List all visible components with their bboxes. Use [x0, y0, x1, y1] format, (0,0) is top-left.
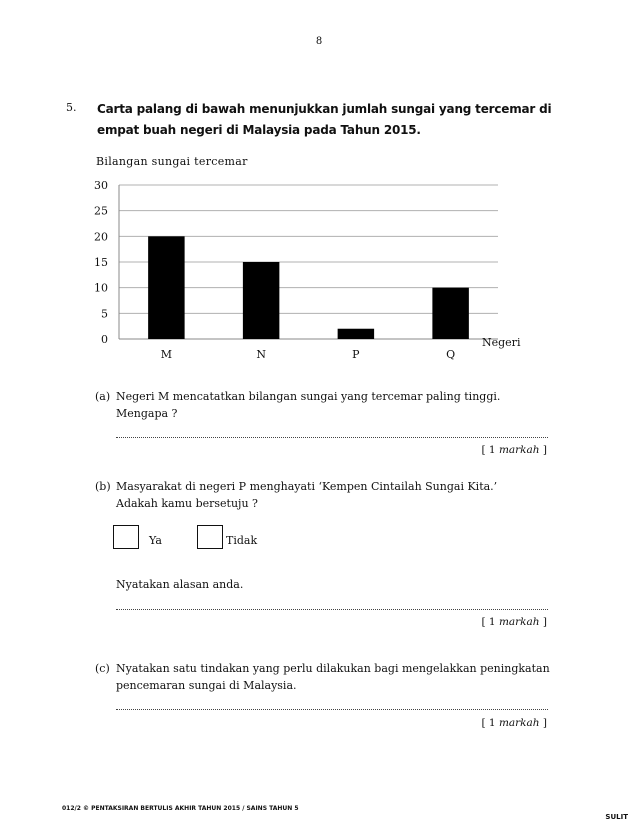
part-b-answer-line[interactable] [116, 609, 548, 610]
part-c-question [116, 660, 556, 694]
part-a-line-2: Mengapa ? [116, 407, 178, 420]
part-c-tag: (c) [95, 662, 110, 675]
x-tick-label: N [256, 348, 266, 361]
bar-n [243, 262, 279, 339]
part-b-line-2: Adakah kamu bersetuju ? [116, 497, 258, 510]
question-number: 5. [66, 101, 77, 114]
y-tick-label: 15 [94, 256, 108, 269]
page-number: 8 [315, 36, 323, 47]
part-a-question [116, 388, 556, 422]
part-b-marks: [ 1 markah ] [481, 616, 547, 628]
part-b-tag: (b) [95, 480, 111, 493]
part-c-answer-line[interactable] [116, 709, 548, 710]
option-no-label: Tidak [226, 534, 258, 547]
footer-text: 012/2 © PENTAKSIRAN BERTULIS AKHIR TAHUN 2015 / SAINS TAHUN 5 [62, 805, 299, 812]
x-tick-label: M [160, 348, 173, 361]
x-tick-label: Q [446, 348, 456, 361]
part-a-tag: (a) [95, 390, 111, 403]
part-b-reason-prompt: Nyatakan alasan anda. [116, 578, 244, 591]
chart-x-axis-label: Negeri [482, 336, 521, 349]
option-no-checkbox[interactable] [197, 525, 223, 549]
part-a-answer-line[interactable] [116, 437, 548, 438]
question-text: Carta palang di bawah menunjukkan jumlah sungai yang tercemar di empat buah negeri di Malaysia pada Tahun 2015. [97, 102, 552, 137]
bar-chart [80, 175, 500, 365]
part-c-line-1: Nyatakan satu tindakan yang perlu dilakukan bagi mengelakkan peningkatan [116, 662, 550, 675]
part-b-question [116, 478, 556, 512]
chart-y-axis-label: Bilangan sungai tercemar [96, 155, 248, 168]
option-yes-label: Ya [149, 534, 162, 547]
part-a-marks: [ 1 markah ] [481, 444, 547, 456]
part-c-marks: [ 1 markah ] [481, 717, 547, 729]
y-tick-label: 20 [94, 230, 108, 244]
option-yes-checkbox[interactable] [113, 525, 139, 549]
part-a-line-1: Negeri M mencatatkan bilangan sungai yang tercemar paling tinggi. [116, 390, 501, 403]
sulit-label: SULIT [605, 813, 628, 821]
x-tick-label: P [352, 348, 360, 361]
bar-p [338, 329, 374, 339]
y-tick-label: 30 [94, 179, 108, 192]
y-tick-label: 25 [94, 204, 108, 218]
part-b-line-1: Masyarakat di negeri P menghayati ‘Kempen Cintailah Sungai Kita.’ [116, 480, 498, 493]
part-c-line-2: pencemaran sungai di Malaysia. [116, 679, 297, 692]
y-tick-label: 5 [101, 307, 108, 321]
bar-q [432, 288, 468, 339]
y-tick-label: 0 [101, 333, 108, 346]
y-tick-label: 10 [94, 281, 108, 295]
bar-m [148, 236, 184, 339]
